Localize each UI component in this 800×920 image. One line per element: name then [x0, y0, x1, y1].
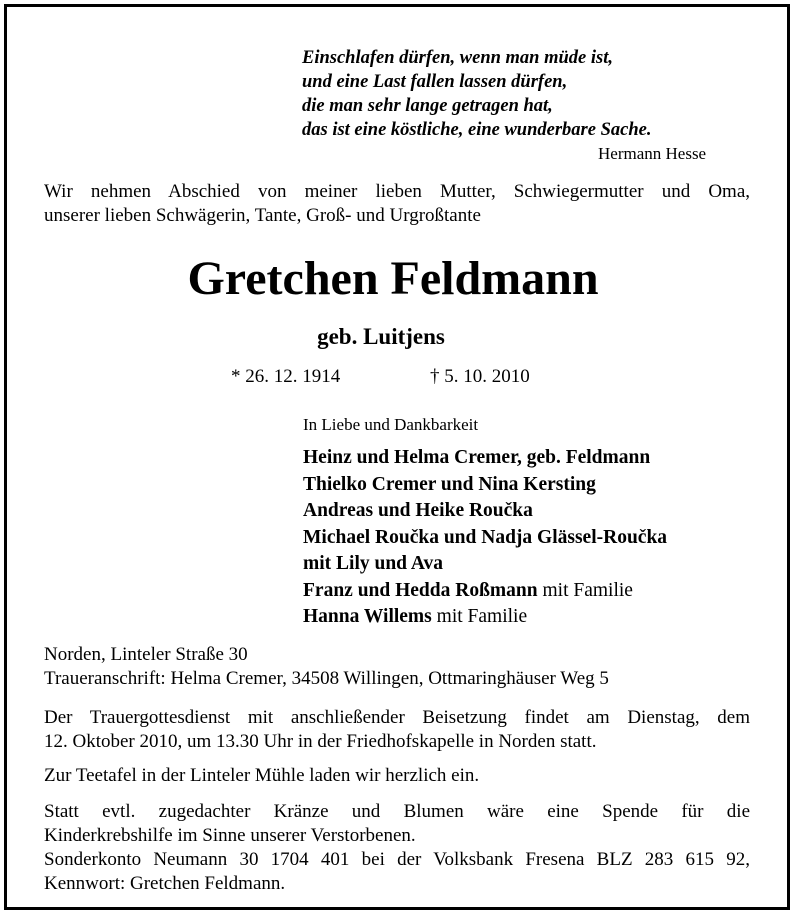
- mourner-name: Thielko Cremer und Nina Kersting: [303, 473, 596, 495]
- donation-line: Sonderkonto Neumann 30 1704 401 bei der Volksbank Fresena BLZ 283 615 92,: [44, 849, 750, 870]
- intro-text: [44, 180, 750, 228]
- mourners-list: [303, 445, 667, 631]
- address-line: Traueranschrift: Helma Cremer, 34508 Willingen, Ottmaringhäuser Weg 5: [44, 668, 609, 689]
- donation-line: Statt evtl. zugedachter Kränze und Blumen wäre eine Spende für die: [44, 801, 750, 822]
- quote-line: Einschlafen dürfen, wenn man müde ist,: [302, 48, 613, 68]
- mourner-suffix: mit Familie: [431, 606, 528, 627]
- mourners-heading: In Liebe und Dankbarkeit: [303, 415, 479, 434]
- mourner-line: [303, 525, 667, 552]
- mourner-suffix: mit Familie: [537, 579, 633, 601]
- death-date: † 5. 10. 2010: [430, 366, 530, 387]
- mourner-name: Heinz und Helma Cremer, geb. Feldmann: [303, 447, 651, 468]
- service-block: [44, 706, 750, 754]
- intro-line: unserer lieben Schwägerin, Tante, Groß- und Urgroßtante: [44, 205, 481, 226]
- donation-line: Kinderkrebshilfe im Sinne unserer Verstorbenen.: [44, 825, 416, 846]
- mourner-name: Michael Roučka und Nadja Glässel-Roučka: [303, 526, 668, 548]
- maiden-name-wrap: [0, 323, 786, 351]
- mourner-line: [303, 498, 667, 525]
- mourner-line: [303, 472, 667, 499]
- mourner-line: [303, 578, 667, 605]
- intro-line: Wir nehmen Abschied von meiner lieben Mutter, Schwiegermutter und Oma,: [44, 181, 750, 202]
- service-line: Der Trauergottesdienst mit anschließender Beisetzung findet am Dienstag, dem: [44, 707, 750, 728]
- tea-invitation: Zur Teetafel in der Linteler Mühle laden wir herzlich ein.: [44, 765, 480, 786]
- quote-line: die man sehr lange getragen hat,: [302, 96, 553, 116]
- mourner-name: Franz und Hedda Roßmann: [303, 579, 538, 601]
- service-line: 12. Oktober 2010, um 13.30 Uhr in der Friedhofskapelle in Norden statt.: [44, 731, 597, 752]
- mourner-name: Hanna Willems: [303, 606, 432, 627]
- address-block: [44, 643, 750, 691]
- hesse-quote: [302, 46, 651, 142]
- mourner-line: [303, 445, 667, 472]
- birth-date: * 26. 12. 1914: [231, 366, 341, 387]
- mourner-name: mit Lily und Ava: [303, 553, 443, 574]
- quote-line: das ist eine köstliche, eine wunderbare Sache.: [302, 120, 652, 140]
- quote-line: und eine Last fallen lassen dürfen,: [302, 72, 568, 92]
- mourner-line: [303, 551, 667, 578]
- maiden-name: geb. Luitjens: [317, 324, 445, 349]
- mourner-line: [303, 604, 667, 631]
- deceased-name: Gretchen Feldmann: [187, 252, 599, 305]
- address-line: Norden, Linteler Straße 30: [44, 644, 248, 665]
- quote-author: Hermann Hesse: [598, 144, 707, 163]
- donation-line: Kennwort: Gretchen Feldmann.: [44, 873, 286, 894]
- donation-block: [44, 800, 750, 896]
- mourner-name: Andreas und Heike Roučka: [303, 500, 533, 521]
